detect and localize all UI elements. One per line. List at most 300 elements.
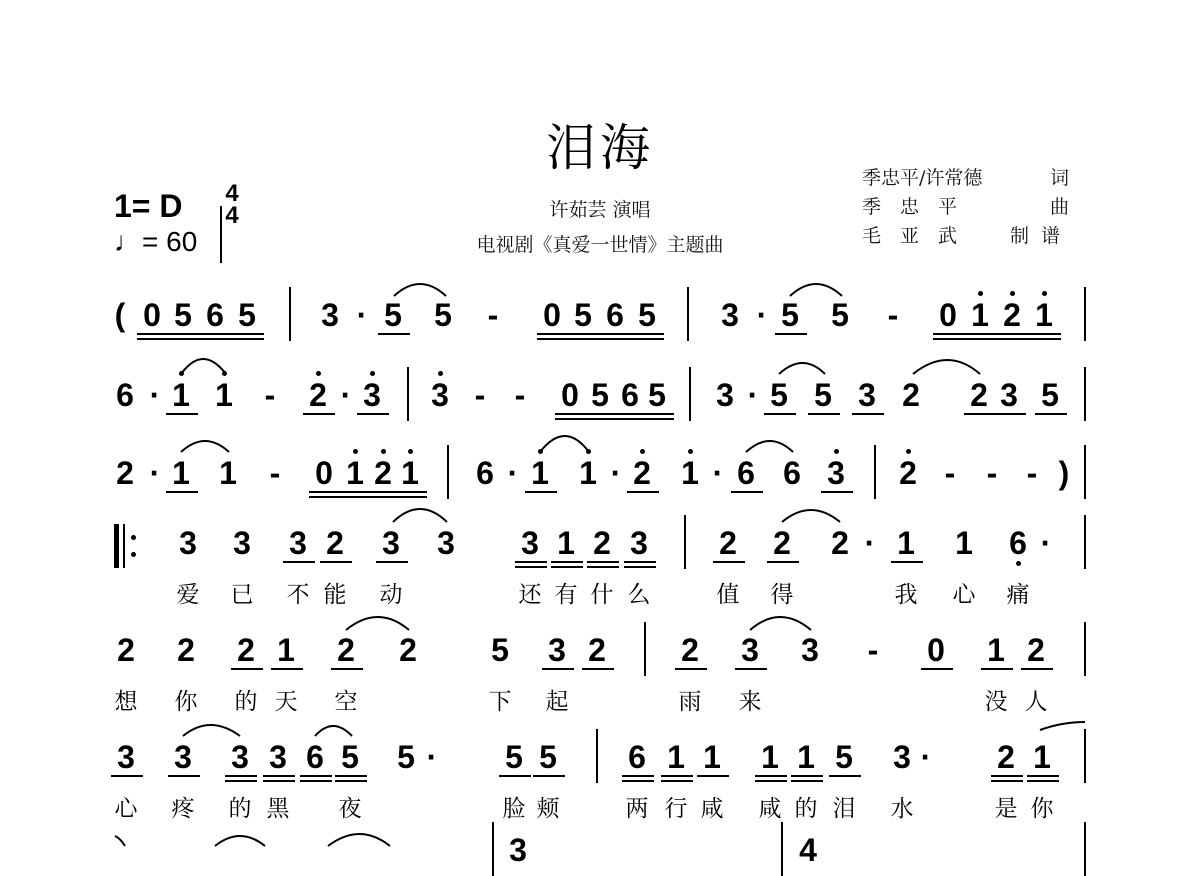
note-digit: 1 [401, 455, 419, 491]
underline-beam [166, 491, 198, 493]
note-digit: 1 [1035, 297, 1053, 333]
repeat-dot-bottom [131, 552, 136, 557]
underline-beam [622, 780, 654, 782]
note-digit: 2 [177, 632, 195, 668]
lyric-char: 疼 [171, 796, 195, 822]
note-digit: 3 [741, 632, 759, 668]
note-digit: 1 [703, 739, 721, 775]
note-digit: 5 [574, 297, 592, 333]
note-digit: 3 [231, 739, 249, 775]
underline-beam [642, 418, 674, 420]
note-digit: 2 [831, 525, 849, 561]
lyric-char: 想 [114, 689, 138, 715]
note-digit: 3 [431, 377, 449, 413]
note-digit: 2 [1027, 632, 1045, 668]
note-digit: 1 [1033, 739, 1051, 775]
note-digit: 3 [179, 525, 197, 561]
note-digit: 5 [341, 739, 359, 775]
lyric-char: 行 [664, 796, 688, 822]
key-name: D [159, 188, 183, 224]
dot-mark: · [507, 455, 519, 491]
bar-line [596, 729, 598, 783]
underline-beam [585, 418, 617, 420]
underline-beam [764, 413, 796, 415]
note-digit: 2 [681, 632, 699, 668]
bar-line [1084, 515, 1086, 569]
lyric-char: 下 [488, 689, 512, 715]
note-digit: 1 [579, 455, 597, 491]
note-digit: 3 [716, 377, 734, 413]
octave-high-dot [1010, 291, 1015, 296]
underline-beam [600, 333, 632, 335]
underline-beam [632, 333, 664, 335]
note-digit: 5 [539, 739, 557, 775]
underline-beam [378, 333, 410, 335]
underline-beam [767, 561, 799, 563]
note-digit: 3 [321, 297, 339, 333]
lyric-char: 什 [590, 582, 614, 608]
underline-beam [568, 333, 600, 335]
lyric-char: 起 [545, 689, 569, 715]
underline-beam [731, 491, 763, 493]
underline-beam [232, 338, 264, 340]
time-bottom: 4 [225, 202, 239, 229]
note-digit: 1 [897, 525, 915, 561]
note-digit: 1 [277, 632, 295, 668]
underline-beam [791, 775, 823, 777]
underline-beam [263, 775, 295, 777]
dash-note: - [514, 377, 526, 413]
lyric-char: 痛 [1006, 582, 1030, 608]
lyricist: 季忠平/许常德 [862, 167, 983, 189]
note-digit: 5 [1041, 377, 1059, 413]
note-digit: 2 [902, 377, 920, 413]
octave-high-dot [978, 291, 983, 296]
octave-high-dot [640, 449, 645, 454]
underline-beam [225, 780, 257, 782]
note-digit: 6 [606, 297, 624, 333]
underline-beam [395, 496, 427, 498]
note-digit: 3 [801, 632, 819, 668]
lyric-char: 还 [518, 582, 542, 608]
underline-beam [1027, 775, 1059, 777]
dash-note: - [887, 297, 899, 333]
underline-beam [200, 333, 232, 335]
note-digit: 5 [491, 632, 509, 668]
note-digit: 1 [172, 455, 190, 491]
lyric-char: 空 [334, 689, 358, 715]
note-digit: 6 [737, 455, 755, 491]
note-digit: 5 [770, 377, 788, 413]
lyric-char: 心 [952, 582, 976, 608]
note-digit: 3 [117, 739, 135, 775]
dash-note: - [1026, 455, 1038, 491]
dot-mark: · [864, 525, 876, 561]
octave-high-dot [438, 371, 443, 376]
dot-mark: · [712, 455, 724, 491]
note-digit: 5 [831, 297, 849, 333]
lyric-char: 脸 [502, 796, 526, 822]
underline-beam [964, 413, 996, 415]
note-digit: 2 [399, 632, 417, 668]
note-digit: 3 [827, 455, 845, 491]
underline-beam [168, 333, 200, 335]
note-digit: 1 [971, 297, 989, 333]
underline-beam [622, 775, 654, 777]
underline-beam [852, 413, 884, 415]
underline-beam [515, 561, 547, 563]
performer: 许茹芸 演唱 [549, 199, 651, 221]
bar-line [687, 287, 689, 341]
note-digit: 3 [233, 525, 251, 561]
bar-line [874, 445, 876, 499]
lyric-char: 能 [323, 582, 347, 608]
key-signature [114, 188, 182, 225]
octave-high-dot [834, 449, 839, 454]
underline-beam [600, 338, 632, 340]
tempo-mark [114, 226, 197, 258]
underline-beam [808, 413, 840, 415]
lyric-char: 雨 [678, 689, 702, 715]
dot-mark: · [149, 455, 161, 491]
note-digit: 1 [215, 377, 233, 413]
note-digit: 5 [648, 377, 666, 413]
underline-beam [231, 668, 263, 670]
note-digit: 1 [667, 739, 685, 775]
note-digit: 5 [638, 297, 656, 333]
note-digit: 2 [719, 525, 737, 561]
underline-beam [271, 668, 303, 670]
note-digit: 1 [172, 377, 190, 413]
underline-beam [1035, 413, 1067, 415]
note-digit: 2 [593, 525, 611, 561]
lyric-char: 的 [794, 796, 818, 822]
note-digit: 5 [434, 297, 452, 333]
bar-line [1084, 622, 1086, 676]
octave-low-dot [1016, 561, 1021, 566]
underline-beam [1021, 668, 1053, 670]
note-digit: 5 [505, 739, 523, 775]
note-digit: 6 [306, 739, 324, 775]
time-signature [220, 180, 244, 229]
octave-high-dot [1042, 291, 1047, 296]
underline-beam [1027, 780, 1059, 782]
note-digit: 1 [346, 455, 364, 491]
note-digit: 6 [628, 739, 646, 775]
lyric-char: 人 [1024, 689, 1048, 715]
underline-beam [263, 780, 295, 782]
arranger-role: 制谱 [1010, 225, 1073, 247]
lyric-char: 泪 [832, 796, 856, 822]
lyric-char: 么 [627, 582, 651, 608]
underline-beam [309, 496, 341, 498]
dot-mark: · [149, 377, 161, 413]
octave-high-dot [538, 449, 543, 454]
dash-note: - [474, 377, 486, 413]
note-digit: 1 [761, 739, 779, 775]
note-digit: 0 [939, 297, 957, 333]
bar-line [492, 822, 494, 876]
underline-beam [537, 338, 569, 340]
tempo-value: = 60 [142, 226, 198, 257]
note-digit: ( [114, 297, 126, 333]
note-digit: 2 [237, 632, 255, 668]
lyric-char: 有 [554, 582, 578, 608]
lyric-char: 的 [228, 796, 252, 822]
underline-beam [225, 775, 257, 777]
underline-beam [533, 775, 565, 777]
underline-beam [997, 338, 1029, 340]
octave-high-dot [316, 371, 321, 376]
underline-beam [283, 561, 315, 563]
underline-beam [791, 780, 823, 782]
note-digit: 2 [374, 455, 392, 491]
repeat-dot-top [131, 535, 136, 540]
note-digit: 0 [543, 297, 561, 333]
bar-line [1084, 287, 1086, 341]
lyric-char: 天 [274, 689, 298, 715]
note-digit: 1 [219, 455, 237, 491]
note-digit: 5 [397, 739, 415, 775]
lyric-char: 的 [234, 689, 258, 715]
underline-beam [200, 338, 232, 340]
note-digit: 1 [987, 632, 1005, 668]
underline-beam [697, 775, 729, 777]
underline-beam [542, 668, 574, 670]
note-digit: 3 [721, 297, 739, 333]
note-digit: 3 [382, 525, 400, 561]
underline-beam [395, 491, 427, 493]
underline-beam [755, 775, 787, 777]
dot-mark: · [756, 297, 768, 333]
bar-line [644, 622, 646, 676]
note-digit: 6 [621, 377, 639, 413]
note-digit: 5 [384, 297, 402, 333]
underline-beam [551, 566, 583, 568]
dot-mark: · [747, 377, 759, 413]
note-digit: 0 [143, 297, 161, 333]
underline-beam [627, 491, 659, 493]
note-digit: 3 [289, 525, 307, 561]
note-digit: 6 [206, 297, 224, 333]
bar-line [1084, 367, 1086, 421]
underline-beam [735, 668, 767, 670]
underline-beam [168, 338, 200, 340]
underline-beam [499, 775, 531, 777]
note-digit: 2 [309, 377, 327, 413]
underline-beam [829, 775, 861, 777]
note-digit: 5 [814, 377, 832, 413]
note-digit: 3 [521, 525, 539, 561]
lyric-char: 是 [994, 796, 1018, 822]
underline-beam [624, 561, 656, 563]
underline-beam [991, 780, 1023, 782]
dot-mark: · [340, 377, 352, 413]
lyric-char: 没 [984, 689, 1008, 715]
underline-beam [232, 333, 264, 335]
lyric-char: 咸 [758, 796, 782, 822]
octave-high-dot [353, 449, 358, 454]
note-digit: 0 [561, 377, 579, 413]
lyric-char: 你 [174, 689, 198, 715]
dash-note: - [867, 632, 879, 668]
time-top: 4 [225, 180, 239, 207]
dash-note: - [487, 297, 499, 333]
lyric-char: 我 [894, 582, 918, 608]
note-digit: 0 [927, 632, 945, 668]
octave-high-dot [408, 449, 413, 454]
underline-beam [166, 413, 198, 415]
composer-role: 曲 [1050, 196, 1070, 218]
bar-line [447, 445, 449, 499]
note-digit: 3 [174, 739, 192, 775]
underline-beam [1029, 338, 1061, 340]
bar-line [781, 822, 783, 876]
lyric-char: 来 [738, 689, 762, 715]
bar-line [1084, 729, 1086, 783]
octave-high-dot [370, 371, 375, 376]
bar-line [684, 515, 686, 569]
note-digit: 1 [531, 455, 549, 491]
bar-line [1084, 445, 1086, 499]
note-digit: 3 [269, 739, 287, 775]
note-digit: 2 [116, 455, 134, 491]
repeat-thin-bar [123, 524, 125, 568]
underline-beam [551, 561, 583, 563]
underline-beam [300, 780, 332, 782]
underline-beam [713, 561, 745, 563]
lyric-char: 你 [1030, 796, 1054, 822]
lyric-char: 爱 [176, 582, 200, 608]
dot-mark: · [920, 739, 932, 775]
underline-beam [515, 566, 547, 568]
underline-beam [357, 413, 389, 415]
arranger: 毛 亚 武 [862, 225, 958, 247]
underline-beam [994, 413, 1026, 415]
key-eq: = [131, 188, 151, 224]
underline-beam [168, 775, 200, 777]
note-digit: 3 [363, 377, 381, 413]
underline-beam [624, 566, 656, 568]
underline-beam [525, 491, 557, 493]
underline-beam [755, 780, 787, 782]
octave-high-dot [586, 449, 591, 454]
note-digit: 3 [548, 632, 566, 668]
lyric-char: 水 [890, 796, 914, 822]
underline-beam [300, 775, 332, 777]
note-digit: 5 [835, 739, 853, 775]
note-digit: 5 [781, 297, 799, 333]
dash-note: - [944, 455, 956, 491]
note-digit: ) [1058, 455, 1070, 491]
note-digit: 1 [557, 525, 575, 561]
underline-beam [555, 413, 587, 415]
note-digit: 4 [799, 832, 817, 868]
note-digit: 1 [797, 739, 815, 775]
note-digit: 2 [997, 739, 1015, 775]
note-digit: 3 [858, 377, 876, 413]
note-digit: 2 [899, 455, 917, 491]
bar-line [689, 367, 691, 421]
note-digit: 2 [326, 525, 344, 561]
underline-beam [111, 775, 143, 777]
note-digit: 2 [970, 377, 988, 413]
subtitle: 电视剧《真爱一世情》主题曲 [476, 234, 724, 256]
underline-beam [933, 338, 965, 340]
octave-high-dot [222, 371, 227, 376]
lyric-char: 得 [770, 582, 794, 608]
octave-high-dot [906, 449, 911, 454]
underline-beam [335, 775, 367, 777]
underline-beam [642, 413, 674, 415]
underline-beam [537, 333, 569, 335]
underline-beam [568, 338, 600, 340]
octave-high-dot [179, 371, 184, 376]
underline-beam [555, 418, 587, 420]
underline-beam [997, 333, 1029, 335]
note-digit: 2 [1003, 297, 1021, 333]
note-digit: 1 [955, 525, 973, 561]
underline-beam [587, 561, 619, 563]
note-digit: 3 [509, 832, 527, 868]
note-digit: 2 [773, 525, 791, 561]
underline-beam [933, 333, 965, 335]
dot-mark: · [610, 455, 622, 491]
underline-beam [821, 491, 853, 493]
note-digit: 2 [337, 632, 355, 668]
dot-mark: · [1040, 525, 1052, 561]
underline-beam [965, 333, 997, 335]
underline-beam [991, 775, 1023, 777]
lyric-char: 不 [286, 582, 310, 608]
underline-beam [587, 566, 619, 568]
repeat-thick-bar [114, 524, 119, 568]
underline-beam [303, 413, 335, 415]
bar-line [289, 287, 291, 341]
underline-beam [331, 668, 363, 670]
lyric-char: 两 [625, 796, 649, 822]
note-digit: 3 [1000, 377, 1018, 413]
underline-beam [891, 561, 923, 563]
underline-beam [309, 491, 341, 493]
underline-beam [775, 333, 807, 335]
quarter-note-icon: ♩ [114, 226, 142, 257]
note-digit: 3 [437, 525, 455, 561]
note-digit: 5 [174, 297, 192, 333]
note-digit: 6 [116, 377, 134, 413]
note-digit: 5 [591, 377, 609, 413]
underline-beam [137, 338, 169, 340]
note-digit: 2 [588, 632, 606, 668]
dash-note: - [269, 455, 281, 491]
dash-note: - [264, 377, 276, 413]
note-digit: 6 [476, 455, 494, 491]
note-digit: 2 [633, 455, 651, 491]
note-digit: 0 [315, 455, 333, 491]
dot-mark: · [356, 297, 368, 333]
song-title: 泪海 [546, 119, 654, 177]
underline-beam [582, 668, 614, 670]
underline-beam [981, 668, 1013, 670]
lyric-char: 颊 [536, 796, 560, 822]
underline-beam [335, 780, 367, 782]
note-digit: 5 [238, 297, 256, 333]
lyric-char: 黑 [266, 796, 290, 822]
key-one: 1 [114, 188, 132, 224]
note-digit: 6 [1009, 525, 1027, 561]
underline-beam [661, 780, 693, 782]
octave-high-dot [381, 449, 386, 454]
